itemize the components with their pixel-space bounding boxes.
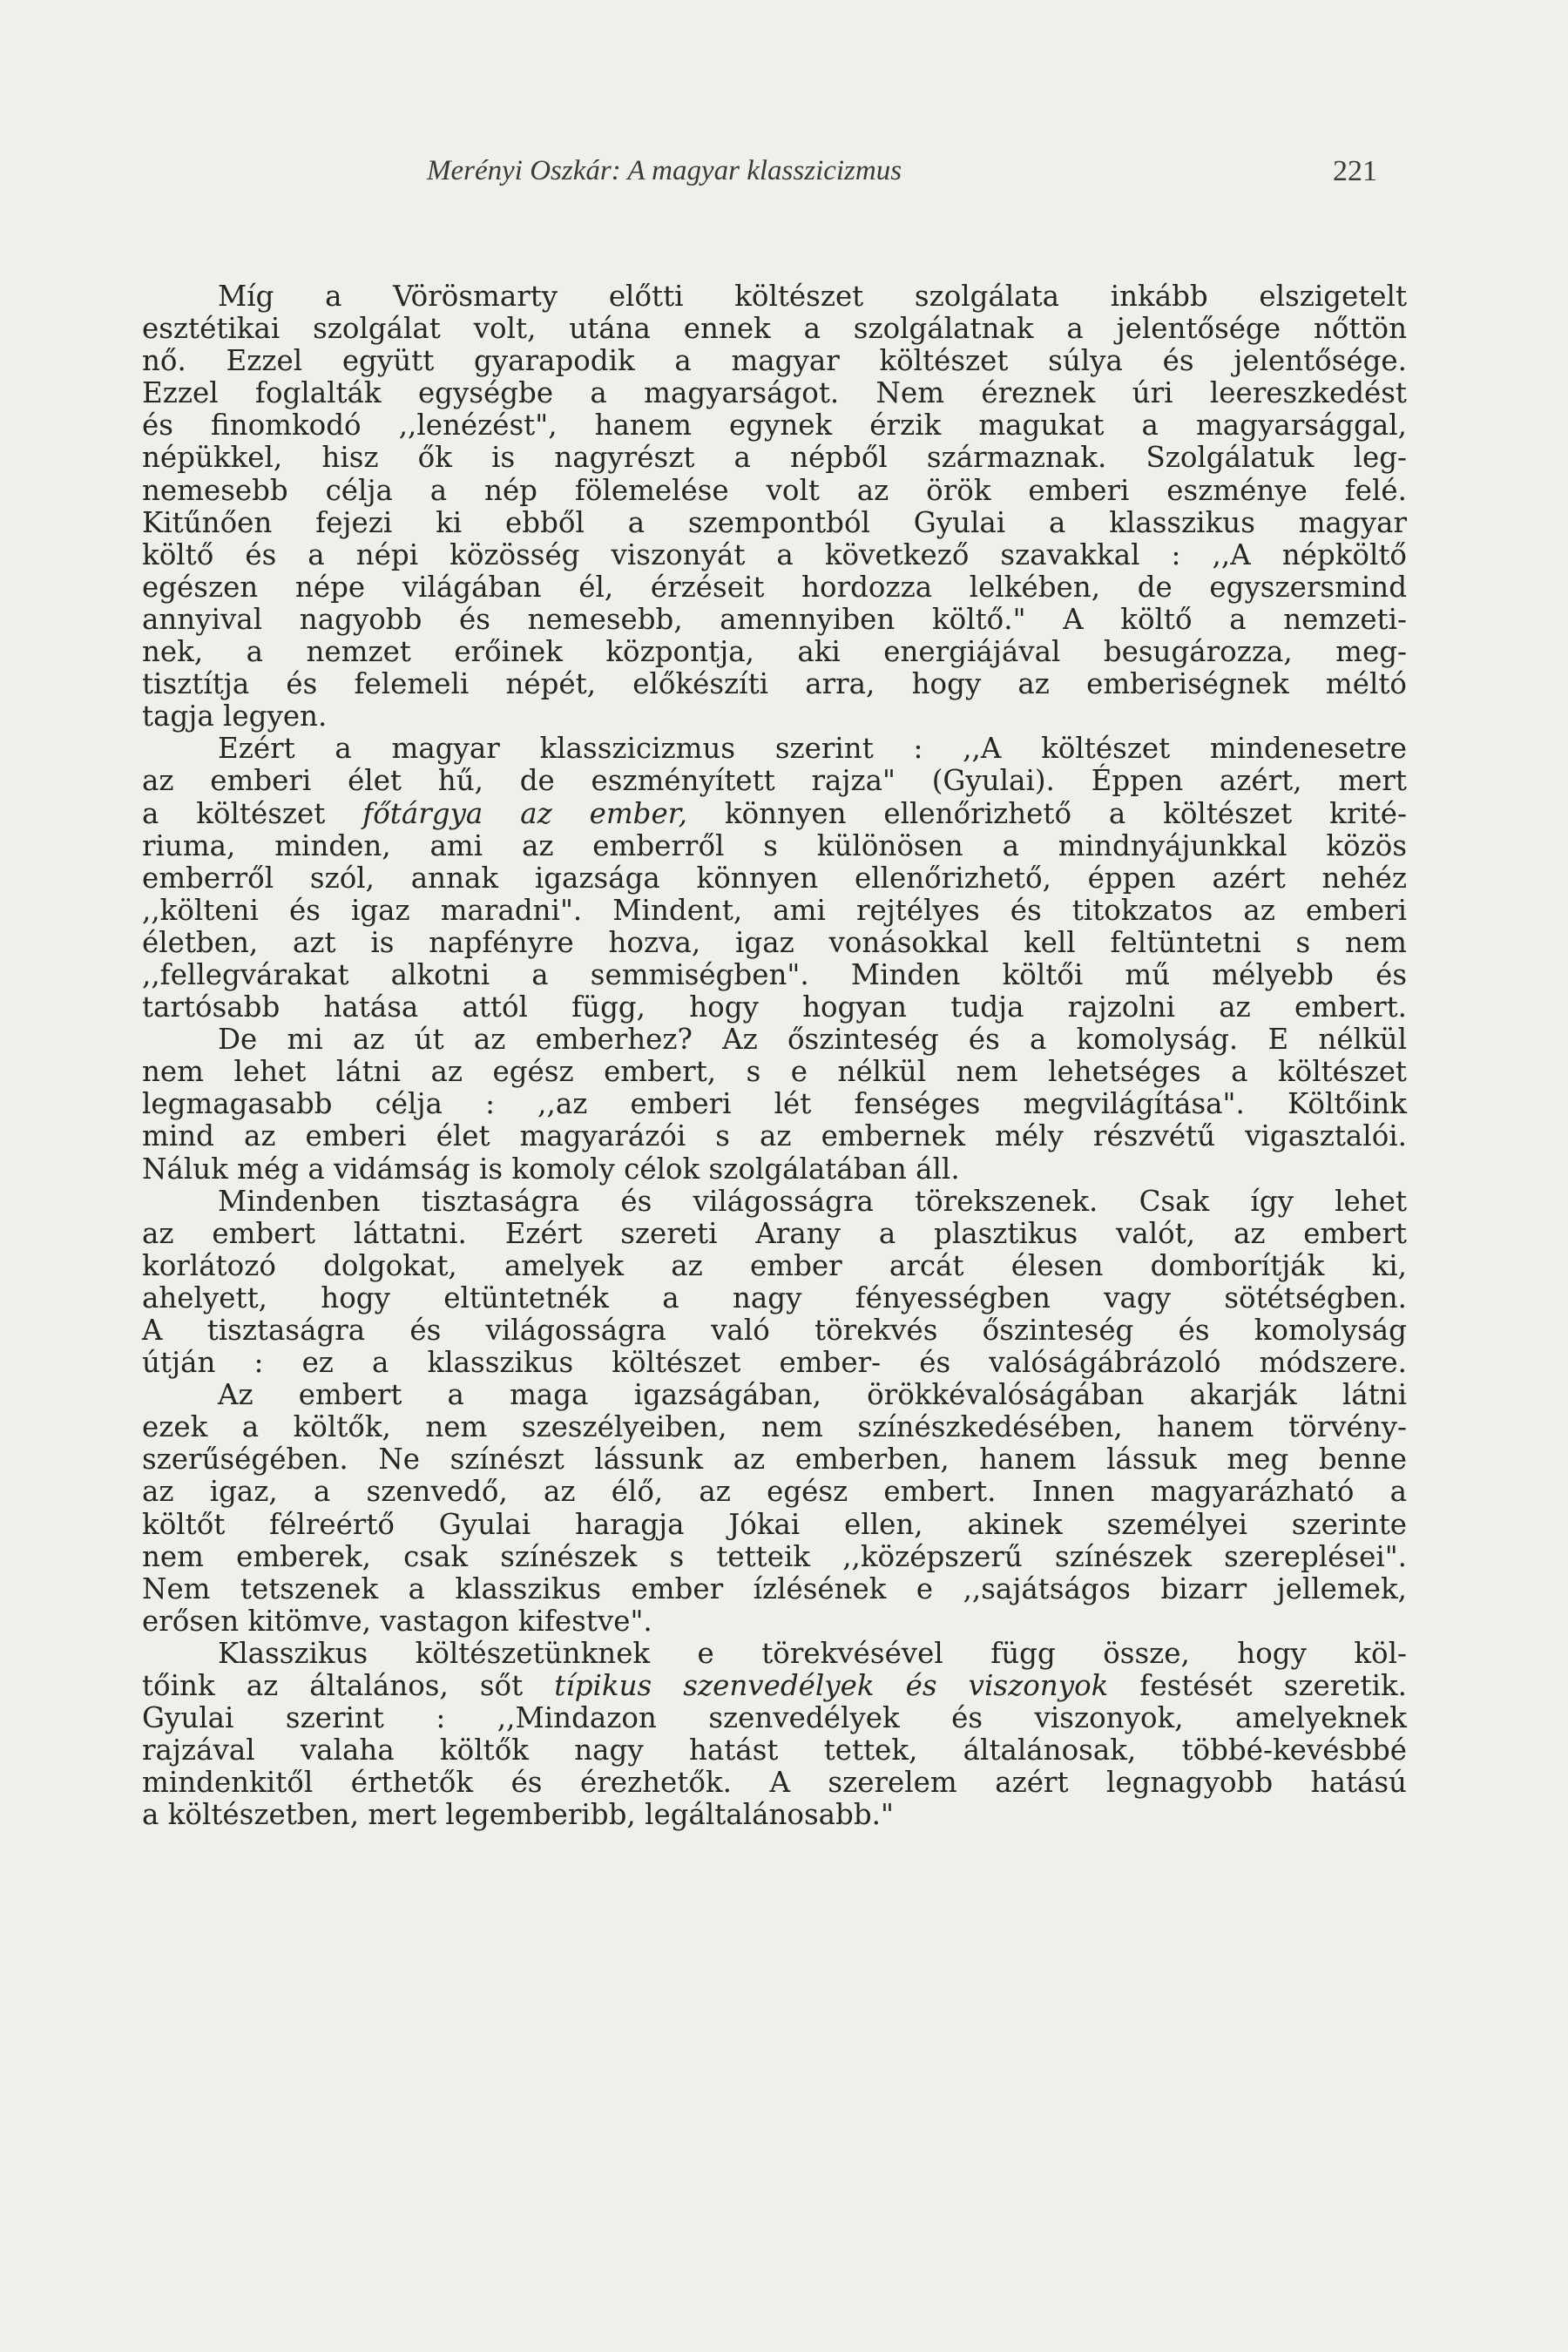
emphasis-text: típikus szenvedélyek és viszonyok xyxy=(554,1669,1109,1703)
text-line: tartósabb hatása attól függ, hogy hogyan tudja rajzolni az embert. xyxy=(142,990,1407,1024)
text-segment: könnyen ellenőrizhető a költészet krité- xyxy=(686,796,1407,830)
text-line: Náluk még a vidámság is komoly célok szolgálatában áll. xyxy=(142,1152,960,1186)
text-line: ,,költeni és igaz maradni". Mindent, ami rejtélyes és titokzatos az emberi xyxy=(142,893,1407,927)
text-line: ,,fellegvárakat alkotni a semmiségben". Minden költői mű mélyebb és xyxy=(142,957,1407,991)
text-line: szerűségében. Ne színészt lássunk az emberben, hanem lássuk meg benne xyxy=(142,1443,1407,1477)
text-line-with-emphasis xyxy=(142,798,1407,830)
text-line: életben, azt is napfényre hozva, igaz vonásokkal kell feltüntetni s nem xyxy=(142,925,1407,959)
text-line: Ezzel foglalták egységbe a magyarságot. Nem éreznek úri leereszkedést xyxy=(142,376,1407,410)
text-line: költőt félreértő Gyulai haragja Jókai ellen, akinek személyei szerinte xyxy=(142,1507,1407,1541)
text-line: Az embert a maga igazságában, örökkévalóságában akarják látni xyxy=(218,1378,1407,1412)
text-line: útján : ez a klasszikus költészet ember- és valóságábrázoló módszere. xyxy=(142,1346,1407,1380)
text-line: tisztítja és felemeli népét, előkészíti arra, hogy az emberiségnek méltó xyxy=(142,667,1407,701)
text-line: Klasszikus költészetünknek e törekvésével függ össze, hogy köl- xyxy=(218,1636,1407,1670)
text-line: legmagasabb célja : ,,az emberi lét fenséges megvilágítása". Költőink xyxy=(142,1087,1407,1121)
text-line: költő és a népi közösség viszonyát a következő szavakkal : ,,A népköltő xyxy=(142,537,1407,571)
text-line: tagja legyen. xyxy=(142,700,328,733)
text-line: emberről szól, annak igazsága könnyen ellenőrizhető, éppen azért nehéz xyxy=(142,861,1407,895)
text-line: Nem tetszenek a klasszikus ember ízlésének e ,,sajátságos bizarr jellemek, xyxy=(142,1571,1407,1605)
text-line: Míg a Vörösmarty előtti költészet szolgálata inkább elszigetelt xyxy=(218,280,1407,313)
text-line: Mindenben tisztaságra és világosságra törekszenek. Csak így lehet xyxy=(218,1184,1407,1218)
text-line: nő. Ezzel együtt gyarapodik a magyar költészet súlya és jelentősége. xyxy=(142,344,1407,378)
text-line: De mi az út az emberhez? Az őszinteség és a komolyság. E nélkül xyxy=(218,1023,1407,1057)
text-line: nek, a nemzet erőinek központja, aki energiájával besugározza, meg- xyxy=(142,635,1407,669)
text-line: népükkel, hisz ők is nagyrészt a népből származnak. Szolgálatuk leg- xyxy=(142,441,1407,475)
text-line: rajzával valaha költők nagy hatást tettek, általánosak, többé-kevésbbé xyxy=(142,1734,1407,1767)
text-line: riuma, minden, ami az emberről s különösen a mindnyájunkkal közös xyxy=(142,828,1407,862)
text-line: Ezért a magyar klasszicizmus szerint : ,,A költészet mindenesetre xyxy=(218,732,1407,766)
text-line: ahelyett, hogy eltüntetnék a nagy fényességben vagy sötétségben. xyxy=(142,1281,1407,1315)
emphasis-text: főtárgya az ember, xyxy=(362,796,687,830)
text-line: mindenkitől érthetők és érezhetők. A szerelem azért legnagyobb hatású xyxy=(142,1766,1407,1800)
body-text xyxy=(142,280,1407,1832)
text-segment: festését szeretik. xyxy=(1108,1669,1407,1703)
text-line: nemesebb célja a nép fölemelése volt az örök emberi eszménye felé. xyxy=(142,473,1407,507)
text-line: egészen népe világában él, érzéseit hordozza lelkében, de egyszersmind xyxy=(142,570,1407,604)
text-line: esztétikai szolgálat volt, utána ennek a szolgálatnak a jelentősége nőttön xyxy=(142,312,1407,346)
text-line: Kitűnően fejezi ki ebből a szempontból Gyulai a klasszikus magyar xyxy=(142,505,1407,539)
text-line: nem emberek, csak színészek s tetteik ,,középszerű színészek szereplései". xyxy=(142,1539,1407,1573)
text-line: a költészetben, mert legemberibb, legáltalánosabb." xyxy=(142,1798,894,1832)
running-title: Merényi Oszkár: A magyar klasszicizmus xyxy=(427,155,902,186)
text-line: ezek a költők, nem szeszélyeiben, nem színészkedésében, hanem törvény- xyxy=(142,1410,1407,1444)
text-line: az igaz, a szenvedő, az élő, az egész embert. Innen magyarázható a xyxy=(142,1475,1407,1509)
text-line-with-emphasis xyxy=(142,1670,1407,1702)
text-line: korlátozó dolgokat, amelyek az ember arcát élesen domborítják ki, xyxy=(142,1248,1407,1282)
text-line: és finomkodó ,,lenézést", hanem egynek érzik magukat a magyarsággal, xyxy=(142,409,1407,443)
text-line: az emberi élet hű, de eszményített rajza" (Gyulai). Éppen azért, mert xyxy=(142,764,1407,798)
text-line: az embert láttatni. Ezért szereti Arany a plasztikus valót, az embert xyxy=(142,1216,1407,1250)
text-segment: a költészet xyxy=(142,796,363,830)
text-segment: tőink az általános, sőt xyxy=(142,1669,555,1703)
text-line: A tisztaságra és világosságra való törekvés őszinteség és komolyság xyxy=(142,1314,1407,1347)
text-line: erősen kitömve, vastagon kifestve". xyxy=(142,1604,652,1638)
page-number: 221 xyxy=(1333,155,1377,187)
text-line: Gyulai szerint : ,,Mindazon szenvedélyek és viszonyok, amelyeknek xyxy=(142,1701,1407,1735)
text-line: mind az emberi élet magyarázói s az embernek mély részvétű vigasztalói. xyxy=(142,1119,1407,1153)
text-line: nem lehet látni az egész embert, s e nélkül nem lehetséges a költészet xyxy=(142,1055,1407,1089)
text-line: annyival nagyobb és nemesebb, amennyiben költő." A költő a nemzeti- xyxy=(142,602,1407,636)
